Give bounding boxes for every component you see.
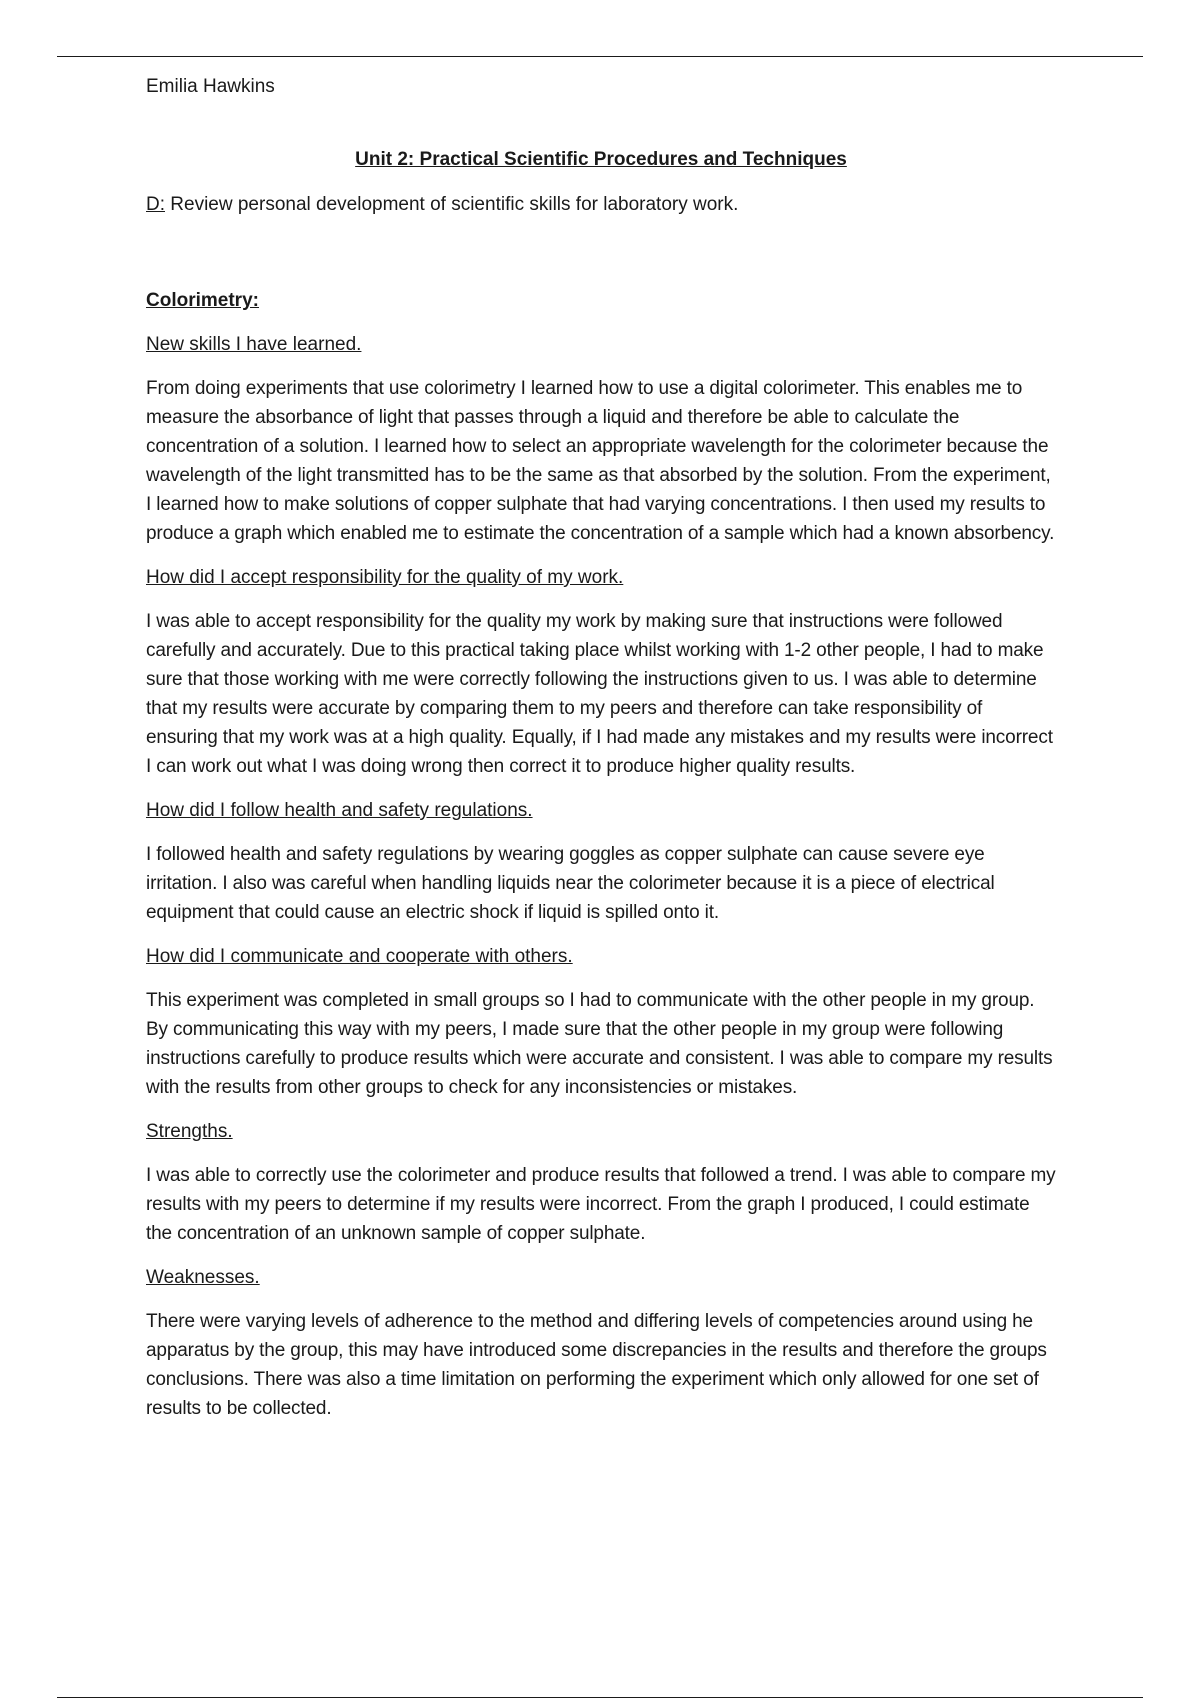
section-title: Colorimetry: bbox=[146, 290, 259, 311]
paragraph-new-skills: From doing experiments that use colorimetry I learned how to use a digital colorimeter. This enables me to measure the absorbance of light that passes through a liquid and therefore be able to calculate the concentration of a solution. I learned how to select an appropriate wavelength for the colorimeter because the wavelength of the light transmitted has to be the same as that absorbed by the solution. From the experiment, I learned how to make solutions of copper sulphate that had varying concentrations. I then used my results to produce a graph which enabled me to estimate the concentration of a sample which had a known absorbency. bbox=[146, 378, 1055, 544]
heading-health-safety: How did I follow health and safety regulations. bbox=[146, 800, 533, 821]
objective-text: Review personal development of scientific skills for laboratory work. bbox=[165, 194, 739, 215]
header-rule bbox=[57, 56, 1143, 57]
heading-new-skills: New skills I have learned. bbox=[146, 334, 362, 355]
heading-strengths: Strengths. bbox=[146, 1121, 233, 1142]
heading-weaknesses: Weaknesses. bbox=[146, 1267, 260, 1288]
footer-rule bbox=[57, 1697, 1143, 1698]
objective-tag: D: bbox=[146, 194, 165, 215]
paragraph-communication: This experiment was completed in small groups so I had to communicate with the other people in my group. By communicating this way with my peers, I made sure that the other people in my group were following instructions carefully to produce results which were accurate and consistent. I was able to compare my results with the results from other groups to check for any inconsistencies or mistakes. bbox=[146, 990, 1053, 1098]
document-title: Unit 2: Practical Scientific Procedures and Techniques bbox=[355, 149, 847, 170]
heading-communication: How did I communicate and cooperate with others. bbox=[146, 946, 573, 967]
heading-responsibility: How did I accept responsibility for the quality of my work. bbox=[146, 567, 624, 588]
objective-line bbox=[146, 190, 1056, 219]
document-body bbox=[146, 72, 1056, 1423]
paragraph-strengths: I was able to correctly use the colorimeter and produce results that followed a trend. I was able to compare my results with my peers to determine if my results were incorrect. From the graph I produced, I could estimate the concentration of an unknown sample of copper sulphate. bbox=[146, 1165, 1056, 1244]
paragraph-weaknesses: There were varying levels of adherence to the method and differing levels of competencies around using he apparatus by the group, this may have introduced some discrepancies in the results and therefore the groups conclusions. There was also a time limitation on performing the experiment which only allowed for one set of results to be collected. bbox=[146, 1311, 1047, 1419]
author-name: Emilia Hawkins bbox=[146, 76, 275, 97]
paragraph-health-safety: I followed health and safety regulations by wearing goggles as copper sulphate can cause severe eye irritation. I also was careful when handling liquids near the colorimeter because it is a piece of electrical equipment that could cause an electric shock if liquid is spilled onto it. bbox=[146, 844, 995, 923]
paragraph-responsibility: I was able to accept responsibility for the quality my work by making sure that instructions were followed carefully and accurately. Due to this practical taking place whilst working with 1-2 other people, I had to make sure that those working with me were correctly following the instructions given to us. I was able to determine that my results were accurate by comparing them to my peers and therefore can take responsibility of ensuring that my work was at a high quality. Equally, if I had made any mistakes and my results were incorrect I can work out what I was doing wrong then correct it to produce higher quality results. bbox=[146, 611, 1053, 777]
